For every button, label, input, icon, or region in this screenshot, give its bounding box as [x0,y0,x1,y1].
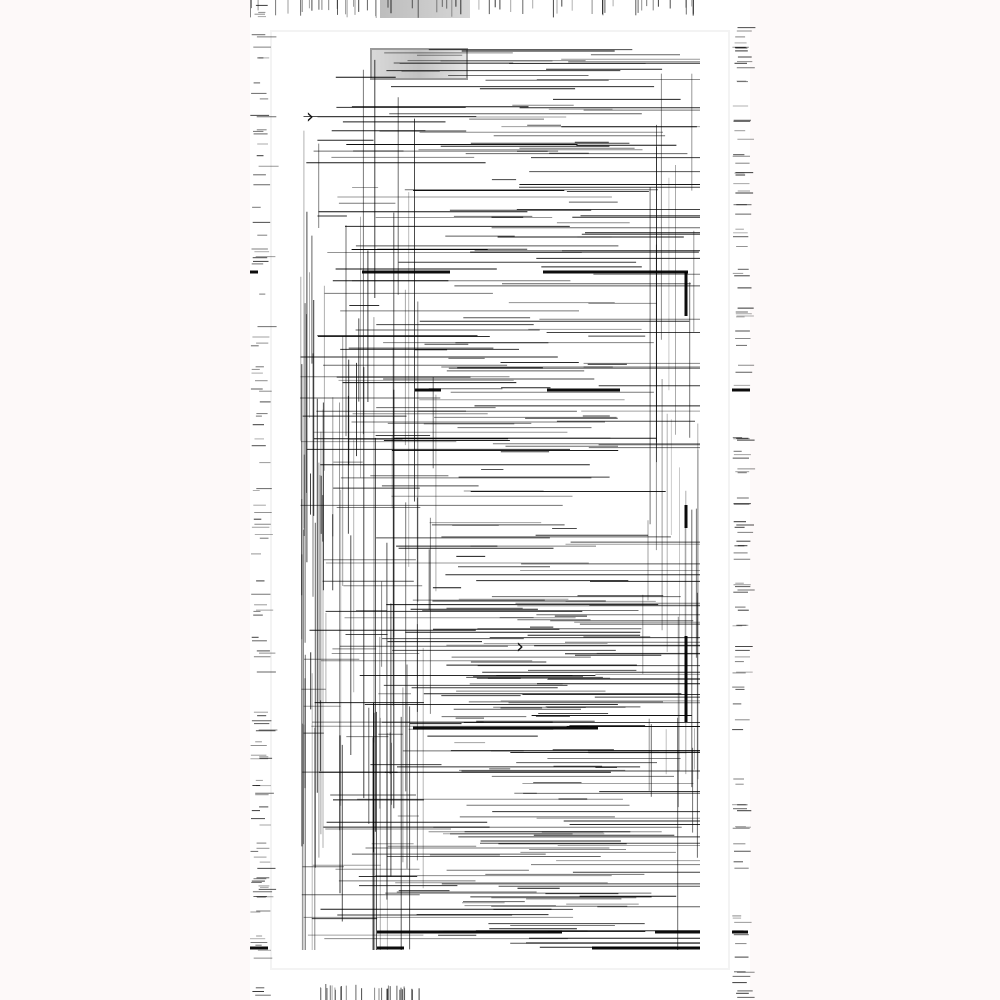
chevron-right-icon[interactable]: › [516,634,524,658]
chevron-right-icon[interactable]: › [306,104,314,128]
